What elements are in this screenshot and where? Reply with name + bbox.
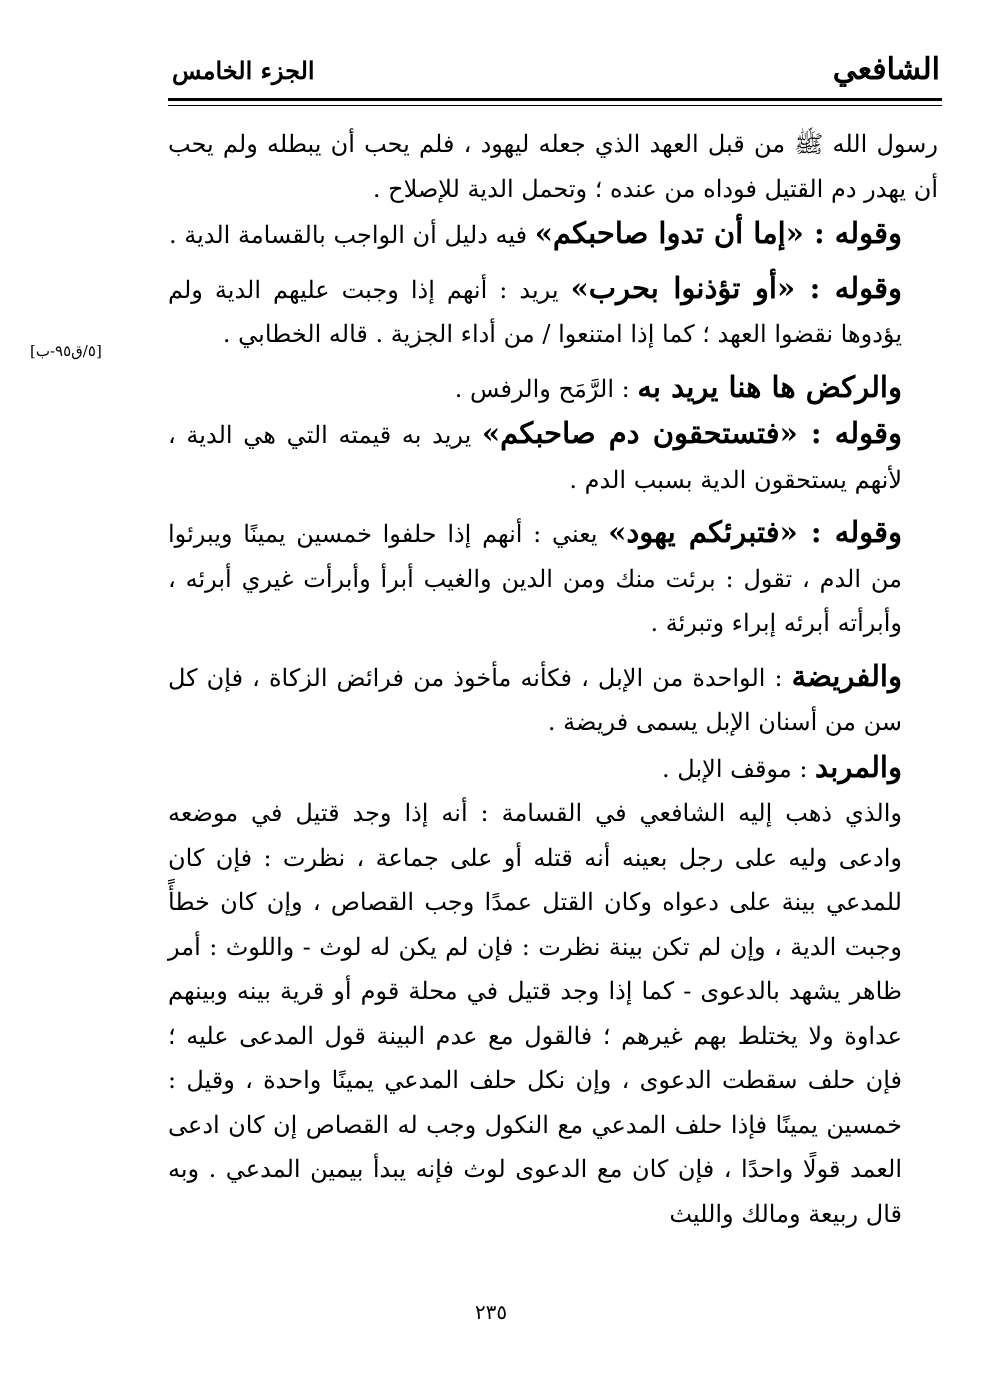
paragraph <box>168 411 938 502</box>
paragraph-lead: والفريضة <box>791 658 902 693</box>
page-body <box>168 122 938 1236</box>
paragraph <box>168 266 938 357</box>
paragraph <box>168 791 938 1236</box>
page-number: ٢٣٥ <box>474 1300 508 1324</box>
paragraph-lead: وقوله : «فتستحقون دم صاحبكم» <box>481 416 902 450</box>
manuscript-folio-note: [٥/ق٩٥-ب] <box>30 342 102 360</box>
paragraph-text: والذي ذهب إليه الشافعي في القسامة : أنه إذا وجد قتيل في موضعه وادعى وليه على رجل بعينه أنه قتله أو على جماعة ، نظرت : فإن كان للمدعي بينة على دعواه وكان القتل عمدًا وجب القصاص ، وإن كان خطأً وجبت الدية ، وإن لم تكن بينة نظرت : فإن لم يكن له لوث - واللوث : أمر ظاهر يشهد بالدعوى - كما إذا وجد قتيل في محلة قوم أو قرية بينه وبينهم عداوة ولا يختلط بهم غيرهم ؛ فالقول مع عدم البينة قول المدعى عليه ؛ فإن حلف سقطت الدعوى ، وإن نكل حلف المدعي يمينًا واحدة ، وقيل : خمسين يمينًا فإذا حلف المدعي مع النكول وجب له القصاص إن كان ادعى العمد قولًا واحدًا ، فإن كان مع الدعوى لوث فإنه يبدأ بيمين المدعي . وبه قال ربيعة ومالك والليث <box>168 799 902 1228</box>
running-header-volume: الجزء الخامس <box>172 56 315 85</box>
paragraph <box>168 211 938 258</box>
paragraph-text: : الواحدة من الإبل ، فكأنه مأخوذ من فرائض الزكاة ، فإن كل سن من أسنان الإبل يسمى فريضة . <box>168 663 902 736</box>
paragraph-text: يريد : أنهم إذا وجبت عليهم الدية ولم يؤدوها نقضوا العهد ؛ كما إذا امتنعوا / من أداء الجزية . قاله الخطابي . <box>168 275 902 348</box>
paragraph-lead: وقوله : «إما أن تدوا صاحبكم» <box>534 216 902 250</box>
header-rule-thick <box>168 98 942 101</box>
paragraph-lead: وقوله : «فتبرئكم يهود» <box>608 515 903 549</box>
paragraph <box>168 365 938 412</box>
paragraph-text: : موقف الإبل . <box>662 754 816 783</box>
paragraph-lead: وقوله : «أو تؤذنوا بحرب» <box>570 270 902 305</box>
paragraph-text: : الرَّمَح والرفس . <box>454 374 638 403</box>
paragraph-text: يعني : أنهم إذا حلفوا خمسين يمينًا ويبرئوا من الدم ، تقول : برئت منك ومن الدين والغيب أبرأ وأبرأت غيري أبرئه ، وأبرأته أبرئه إبراء وتبرئة . <box>168 520 902 637</box>
paragraph <box>168 654 938 745</box>
running-header-title: الشافعي <box>832 52 940 87</box>
paragraph-text: رسول الله ﷺ من قبل العهد الذي جعله ليهود ، فلم يحب أن يبطله ولم يحب أن يهدر دم القتيل فوداه من عنده ؛ وتحمل الدية للإصلاح . <box>168 130 938 203</box>
paragraph-text: فيه دليل أن الواجب بالقسامة الدية . <box>168 221 535 249</box>
paragraph <box>168 122 938 211</box>
header-rule-thin <box>168 105 942 106</box>
paragraph <box>168 745 938 792</box>
paragraph-text: يريد به قيمته التي هي الدية ، لأنهم يستحقون الدية بسبب الدم . <box>168 421 902 494</box>
paragraph <box>168 510 938 646</box>
paragraph-lead: والركض ها هنا يريد به <box>637 369 902 404</box>
paragraph-lead: والمربد <box>815 749 902 784</box>
